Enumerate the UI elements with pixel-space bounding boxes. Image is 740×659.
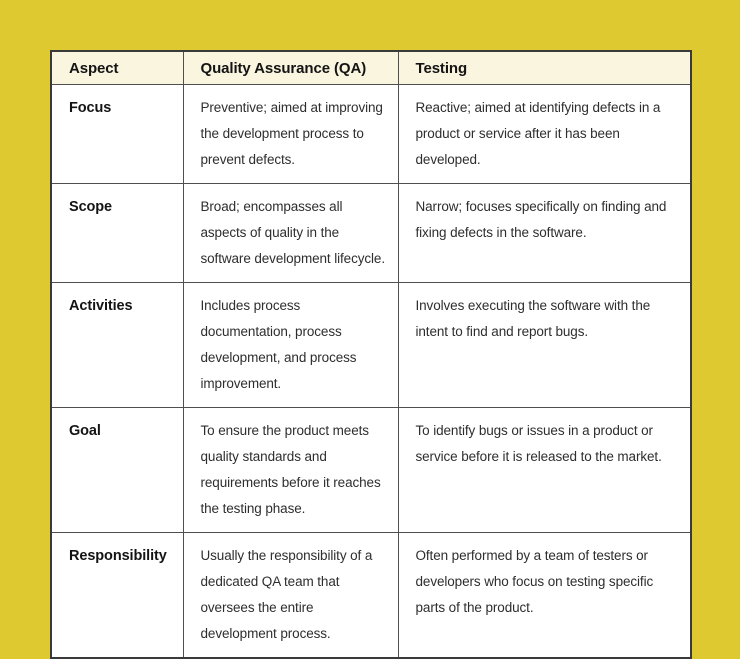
qa-cell: Broad; encompasses all aspects of quality in the software development lifecycle. [183,183,398,282]
aspect-label: Goal [51,407,183,532]
table-header-row [51,51,691,84]
table-row-activities [51,282,691,407]
qa-cell: Usually the responsibility of a dedicated QA team that oversees the entire development process. [183,532,398,658]
testing-cell: Often performed by a team of testers or developers who focus on testing specific parts of the product. [398,532,691,658]
column-header-qa: Quality Assurance (QA) [183,51,398,84]
testing-cell: Reactive; aimed at identifying defects in a product or service after it has been developed. [398,84,691,183]
table-row-responsibility [51,532,691,658]
qa-vs-testing-comparison-table [50,50,692,659]
table-row-goal [51,407,691,532]
aspect-label: Responsibility [51,532,183,658]
testing-cell: Involves executing the software with the intent to find and report bugs. [398,282,691,407]
testing-cell: To identify bugs or issues in a product or service before it is released to the market. [398,407,691,532]
table-row-scope [51,183,691,282]
table-row-focus [51,84,691,183]
aspect-label: Focus [51,84,183,183]
testing-cell: Narrow; focuses specifically on finding and fixing defects in the software. [398,183,691,282]
qa-cell: To ensure the product meets quality standards and requirements before it reaches the testing phase. [183,407,398,532]
aspect-label: Activities [51,282,183,407]
column-header-aspect: Aspect [51,51,183,84]
qa-cell: Preventive; aimed at improving the development process to prevent defects. [183,84,398,183]
column-header-testing: Testing [398,51,691,84]
qa-cell: Includes process documentation, process development, and process improvement. [183,282,398,407]
aspect-label: Scope [51,183,183,282]
